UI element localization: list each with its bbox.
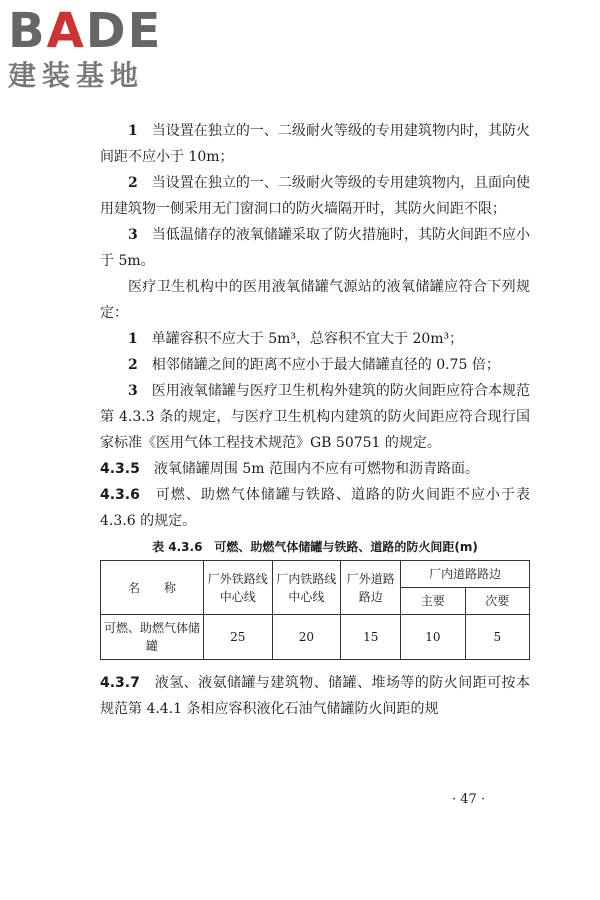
list-item: 1 当设置在独立的一、二级耐火等级的专用建筑物内时，其防火间距不应小于 10m； xyxy=(100,123,531,165)
logo-wordmark: BADE xyxy=(8,3,163,59)
list-item: 2 相邻储罐之间的距离不应小于最大储罐直径的 0.75 倍； xyxy=(128,357,500,373)
header-secondary-road: 次要 xyxy=(465,588,529,615)
header-outer-road: 厂外道路路边 xyxy=(341,561,401,615)
table-row xyxy=(101,615,530,660)
header-inner-road: 厂内道路路边 xyxy=(401,561,530,588)
document-body xyxy=(100,118,530,722)
table-caption: 表 4.3.6 可燃、助燃气体储罐与铁路、道路的防火间距(m) xyxy=(152,540,478,554)
cell-main-road: 10 xyxy=(401,615,465,660)
bade-logo xyxy=(8,3,178,92)
logo-subtitle: 建装基地 xyxy=(8,59,145,92)
cell-outer-road: 15 xyxy=(341,615,401,660)
page-number: · 47 · xyxy=(452,792,486,807)
list-item: 1 单罐容积不应大于 5m³，总容积不宜大于 20m³； xyxy=(128,331,464,347)
header-name: 名 称 xyxy=(101,561,204,615)
cell-outer-rail: 25 xyxy=(203,615,272,660)
list-item: 2 当设置在独立的一、二级耐火等级的专用建筑物内，且面向使用建筑物一侧采用无门窗洞口的防火墙隔开时，其防火间距不限； xyxy=(100,175,531,217)
header-outer-rail: 厂外铁路线中心线 xyxy=(203,561,272,615)
header-main-road: 主要 xyxy=(401,588,465,615)
table-header-row xyxy=(101,561,530,588)
clause-4-3-5: 4.3.5 液氧储罐周围 5m 范围内不应有可燃物和沥青路面。 xyxy=(100,461,479,477)
list-item: 3 当低温储存的液氧储罐采取了防火措施时，其防火间距不应小于 5m。 xyxy=(100,227,531,269)
cell-inner-rail: 20 xyxy=(272,615,341,660)
row-name: 可燃、助燃气体储罐 xyxy=(101,615,204,660)
clause-4-3-6: 4.3.6 可燃、助燃气体储罐与铁路、道路的防火间距不应小于表 4.3.6 的规定。 xyxy=(100,487,531,529)
header-inner-rail: 厂内铁路线中心线 xyxy=(272,561,341,615)
fire-distance-table xyxy=(100,560,530,660)
cell-secondary-road: 5 xyxy=(465,615,529,660)
clause-4-3-7: 4.3.7 液氢、液氨储罐与建筑物、储罐、堆场等的防火间距可按本规范第 4.4.1 条相应容积液化石油气储罐防火间距的规 xyxy=(100,675,531,717)
paragraph-medical-intro: 医疗卫生机构中的医用液氧储罐气源站的液氧储罐应符合下列规定： xyxy=(100,279,530,321)
list-item: 3 医用液氧储罐与医疗卫生机构外建筑的防火间距应符合本规范第 4.3.3 条的规定，与医疗卫生机构内建筑的防火间距应符合现行国家标准《医用气体工程技术规范》GB 50751 的规定。 xyxy=(100,383,531,451)
